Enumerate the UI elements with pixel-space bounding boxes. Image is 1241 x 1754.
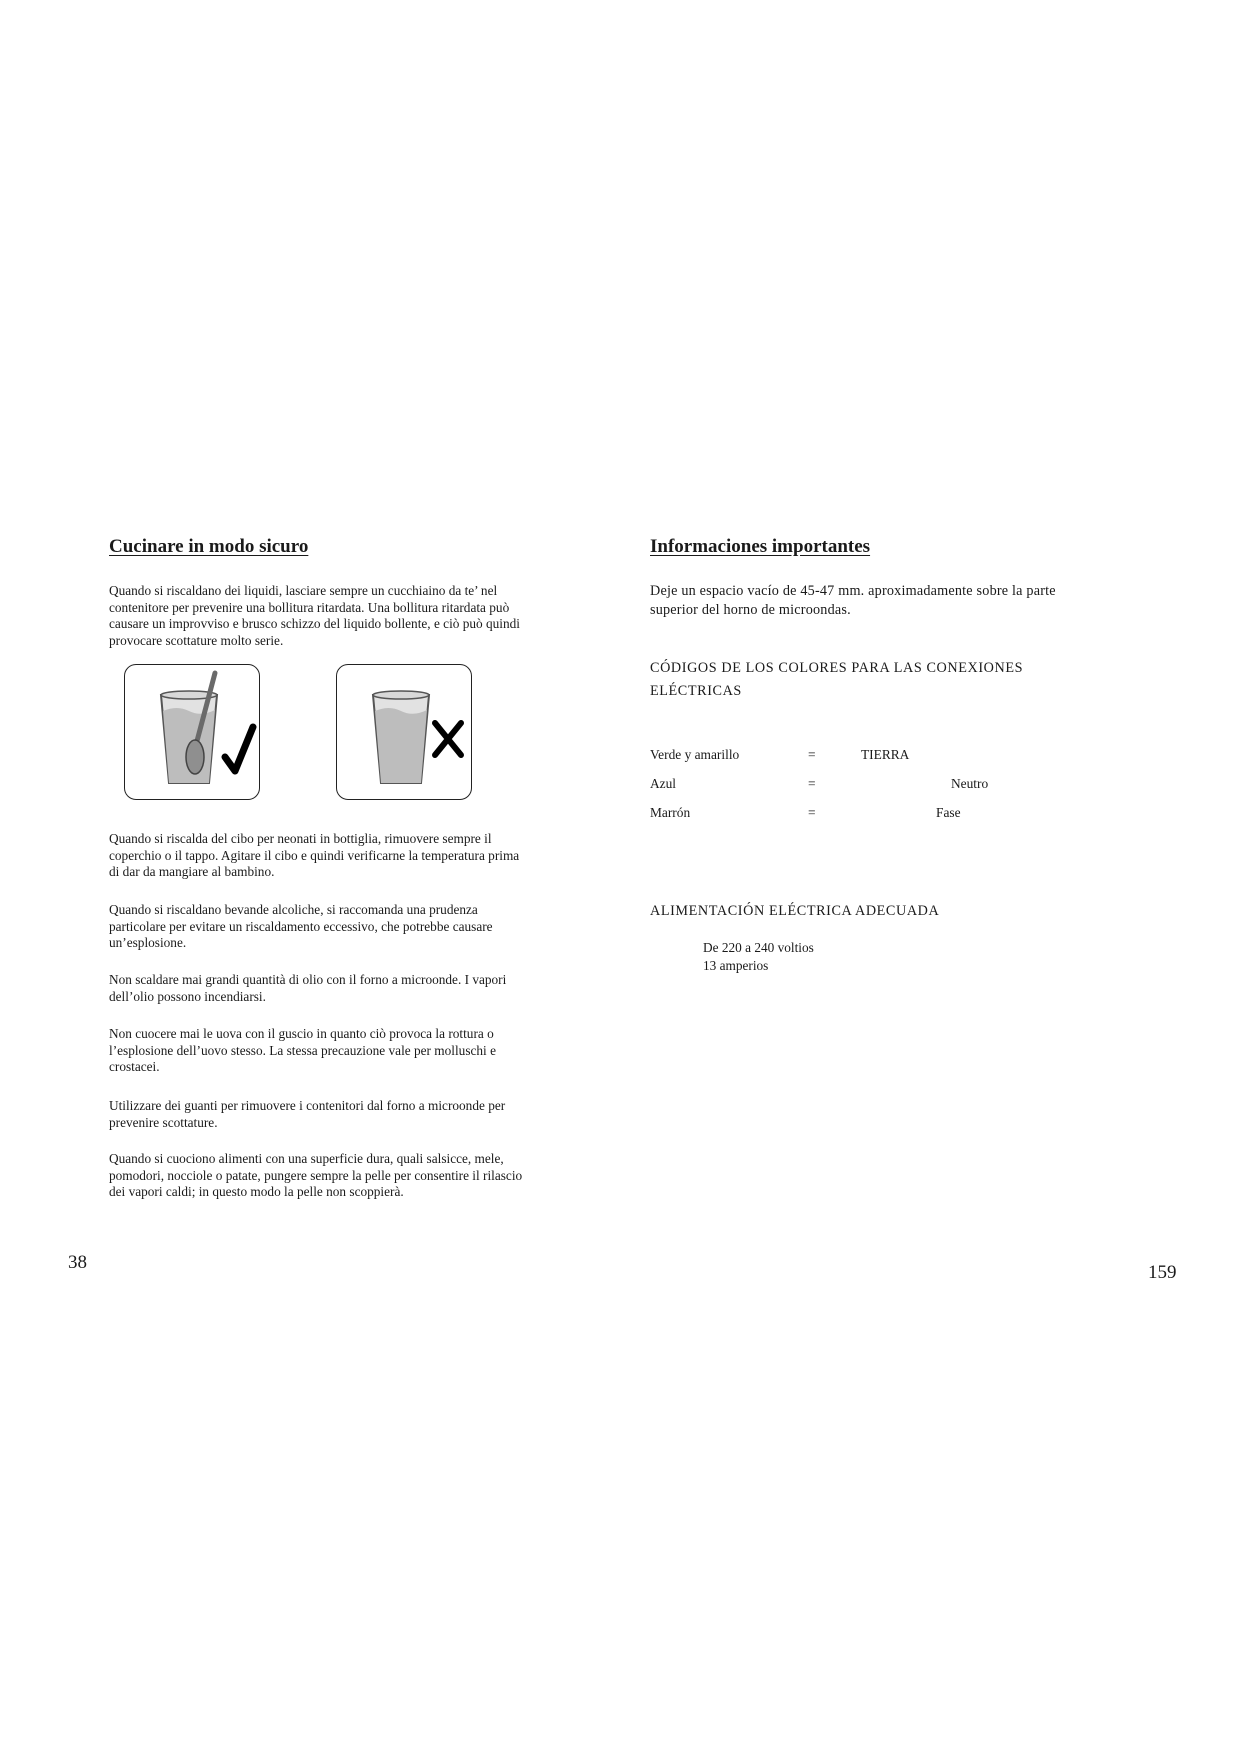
clearance-paragraph: Deje un espacio vacío de 45-47 mm. aproximadamente sobre la parte superior del horno de microondas. — [650, 583, 1056, 618]
power-supply-heading: ALIMENTACIÓN ELÉCTRICA ADECUADA — [650, 903, 940, 919]
wire-color: Verde y amarillo — [650, 747, 740, 762]
paragraph-gloves: Utilizzare dei guanti per rimuovere i contenitori dal forno a microonde per prevenire scottature. — [109, 1098, 506, 1130]
equals-sign: = — [808, 805, 816, 820]
amperage-line: 13 amperios — [703, 958, 769, 973]
paragraph-pierce-skin: Quando si cuociono alimenti con una superficie dura, quali salsicce, mele, pomodori, nocciole o patate, pungere sempre la pelle per consentire il rilascio dei vapori caldi; in questo modo la pelle non scoppierà. — [109, 1151, 523, 1200]
color-code-row — [650, 747, 1050, 776]
glass-without-spoon-cross-icon — [336, 664, 472, 800]
glass-with-spoon-check-icon — [124, 664, 260, 800]
paragraph-liquids: Quando si riscaldano dei liquidi, lasciare sempre un cucchiaino da te’ nel contenitore per prevenire una bollitura ritardata. Una bollitura ritardata può causare un improvviso e brusco schizzo del liquido bollente, e ciò può quindi provocare scottature molto serie. — [109, 583, 520, 648]
left-page-number: 38 — [68, 1252, 87, 1273]
wire-color: Azul — [650, 776, 677, 791]
equals-sign: = — [808, 776, 816, 791]
wire-function: Neutro — [951, 776, 989, 791]
right-page-title: Informaciones importantes — [650, 536, 871, 557]
paragraph-oil: Non scaldare mai grandi quantità di olio con il forno a microonde. I vapori dell’olio possono incendiarsi. — [109, 972, 507, 1004]
voltage-line: De 220 a 240 voltios — [703, 940, 814, 955]
color-code-row — [650, 776, 1050, 805]
equals-sign: = — [808, 747, 816, 762]
wire-function: Fase — [936, 805, 961, 820]
left-page-title: Cucinare in modo sicuro — [109, 536, 309, 557]
right-page-number: 159 — [1148, 1262, 1177, 1283]
color-code-row — [650, 805, 1050, 834]
color-codes-table — [650, 747, 1050, 834]
wire-color: Marrón — [650, 805, 691, 820]
paragraph-alcohol: Quando si riscaldano bevande alcoliche, si raccomanda una prudenza particolare per evitare un riscaldamento eccessivo, che potrebbe causare un’esplosione. — [109, 902, 493, 951]
wire-function: TIERRA — [861, 747, 910, 762]
paragraph-eggs: Non cuocere mai le uova con il guscio in quanto ciò provoca la rottura o l’esplosione dell’uovo stesso. La stessa precauzione vale per molluschi e crostacei. — [109, 1026, 496, 1075]
color-codes-heading: CÓDIGOS DE LOS COLORES PARA LAS CONEXIONES ELÉCTRICAS — [650, 660, 1024, 699]
paragraph-baby-food: Quando si riscalda del cibo per neonati in bottiglia, rimuovere sempre il coperchio o il tappo. Agitare il cibo e quindi verificarne la temperatura prima di dar da mangiare al bambino. — [109, 831, 520, 880]
